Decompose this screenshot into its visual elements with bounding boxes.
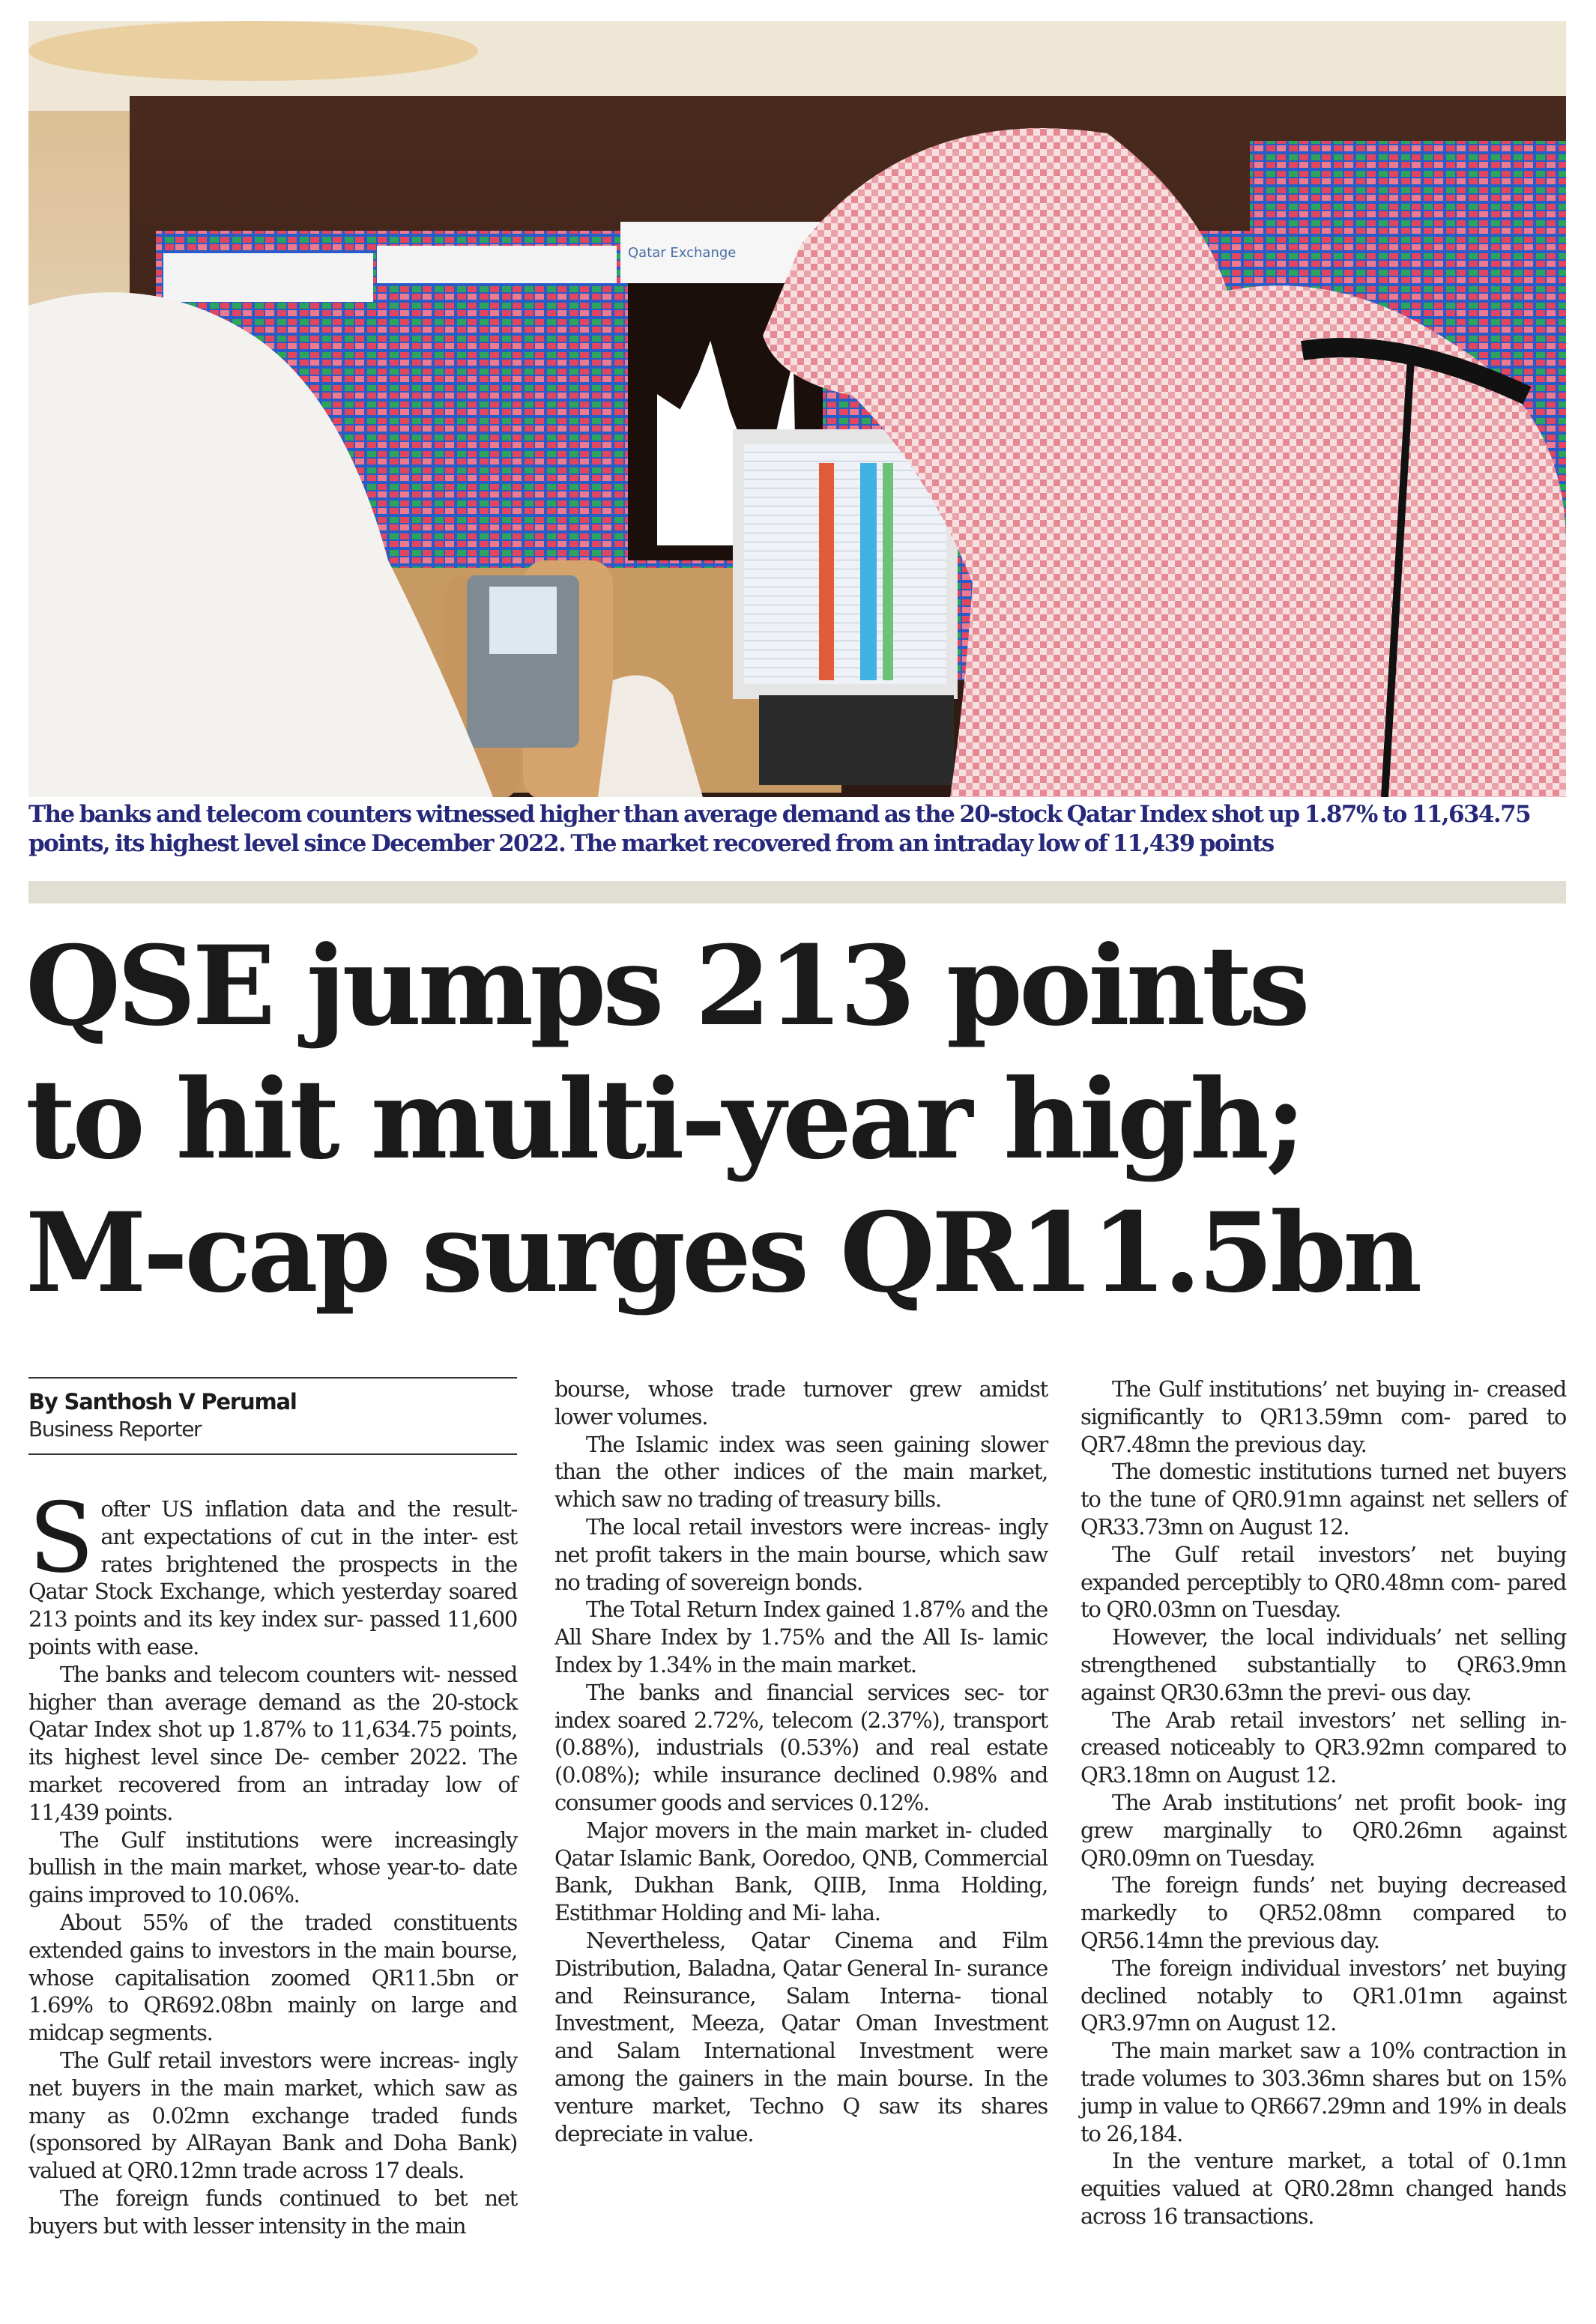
paragraph: The Gulf institutions’ net buying in- creased significantly to QR13.59mn com- pared to QR7.48mn the previous day.	[1080, 1376, 1566, 1457]
paragraph: The Gulf retail investors’ net buying expanded perceptibly to QR0.48mn com- pared to QR0.03mn on Tuesday.	[1080, 1541, 1566, 1623]
paragraph: The Arab retail investors’ net selling in- creased noticeably to QR3.92mn compared to QR3.18mn on August 12.	[1080, 1707, 1566, 1788]
paragraph: The Gulf institutions were increasingly bullish in the main market, whose year-to- date gains improved to 10.06%.	[28, 1827, 517, 1908]
paragraph: The banks and telecom counters wit- nessed higher than average demand as the 20-stock Qatar Index shot up 1.87% to 11,634.75 points, its highest level since De- cember 2022. The market recovered from an intraday low of 11,439 points.	[28, 1661, 517, 1825]
headline-line: M-cap surges QR11.5bn	[25, 1189, 1419, 1317]
headline	[25, 920, 1577, 1320]
paragraph: The main market saw a 10% contraction in trade volumes to 303.36mn shares but on 15% jump in value to QR667.29mn and 19% in deals to 26,184.	[1080, 2038, 1566, 2146]
paragraph: The local retail investors were increas- ingly net profit takers in the main bourse, which saw no trading of sovereign bonds.	[554, 1513, 1048, 1595]
paragraph: The Islamic index was seen gaining slower than the other indices of the main market, which saw no trading of treasury bills.	[554, 1431, 1048, 1513]
headline-line: QSE jumps 213 points	[25, 922, 1307, 1050]
author-role: Business Reporter	[28, 1417, 202, 1441]
headline-line: to hit multi-year high;	[25, 1056, 1302, 1184]
paragraph: The foreign funds’ net buying decreased markedly to QR52.08mn compared to QR56.14mn the previous day.	[1080, 1872, 1566, 1953]
paragraph: The Gulf retail investors were increas- ingly net buyers in the main market, which saw as many as 0.02mn exchange traded funds (sponsored by AlRayan Bank and Doha Bank) valued at QR0.12mn trade across 17 deals.	[28, 2047, 517, 2184]
paragraph: In the venture market, a total of 0.1mn equities valued at QR0.28mn changed hands across 16 transactions.	[1080, 2148, 1566, 2229]
article-column-3	[1080, 1376, 1566, 2230]
paragraph: The foreign funds continued to bet net buyers but with lesser intensity in the main	[28, 2185, 517, 2239]
paragraph: The banks and financial services sec- tor index soared 2.72%, telecom (2.37%), transport (0.88%), industrials (0.53%) and real estate (0.08%); while insurance declined 0.98% and consumer goods and services 0.12%.	[554, 1679, 1048, 1815]
paragraph: However, the local individuals’ net selling strengthened substantially to QR63.9mn against QR30.63mn the previ- ous day.	[1080, 1624, 1566, 1705]
paragraph: The domestic institutions turned net buyers to the tune of QR0.91mn against net sellers of QR33.73mn on August 12.	[1080, 1459, 1566, 1540]
drop-cap: S	[28, 1483, 94, 1594]
paragraph: Nevertheless, Qatar Cinema and Film Distribution, Baladna, Qatar General In- surance and Reinsurance, Salam Interna- tional Investment, Meeza, Qatar Oman Investment and Salam International Investment were among the gainers in the main bourse. In the venture market, Techno Q saw its shares depreciate in value.	[554, 1927, 1048, 2146]
paragraph: The foreign individual investors’ net buying declined notably to QR1.01mn against QR3.97mn on August 12.	[1080, 1955, 1566, 2036]
paragraph: The Arab institutions’ net profit book- ing grew marginally to QR0.26mn against QR0.09mn on Tuesday.	[1080, 1789, 1566, 1871]
paragraph: About 55% of the traded constituents extended gains to investors in the main bourse, whose capitalisation zoomed QR11.5bn or 1.69% to QR692.08bn mainly on large and midcap segments.	[28, 1909, 517, 2046]
article-column-2	[554, 1376, 1048, 2147]
author-name: By Santhosh V Perumal	[28, 1389, 297, 1414]
paragraph: Major movers in the main market in- cluded Qatar Islamic Bank, Ooredoo, QNB, Commercial Bank, Dukhan Bank, QIIB, Inma Holding, Estithmar Holding and Mi- laha.	[554, 1817, 1048, 1926]
lead-text: ofter US inflation data and the result- ant expectations of cut in the inter- est rates brightened the prospects in the Qatar Stock Exchange, which yesterday soared 213 points and its key index sur- passed 11,600 points with ease.	[28, 1496, 517, 1659]
trading-floor-illustration	[28, 21, 1566, 797]
paragraph: The Total Return Index gained 1.87% and the All Share Index by 1.75% and the All Is- lamic Index by 1.34% in the main market.	[554, 1597, 1048, 1677]
lead-paragraph	[28, 1483, 517, 1661]
photo-caption: The banks and telecom counters witnessed higher than average demand as the 20-stock Qatar Index shot up 1.87% to 11,634.75 points, its highest level since December 2022. The market recovered from an intraday low of 11,439 points	[28, 801, 1531, 857]
screen-label: Qatar Exchange	[628, 245, 737, 261]
byline	[28, 1377, 517, 1455]
paragraph: bourse, whose trade turnover grew amidst lower volumes.	[554, 1376, 1048, 1429]
section-divider-bar	[28, 881, 1566, 904]
article-column-1	[28, 1377, 517, 2240]
news-photo	[28, 21, 1566, 797]
